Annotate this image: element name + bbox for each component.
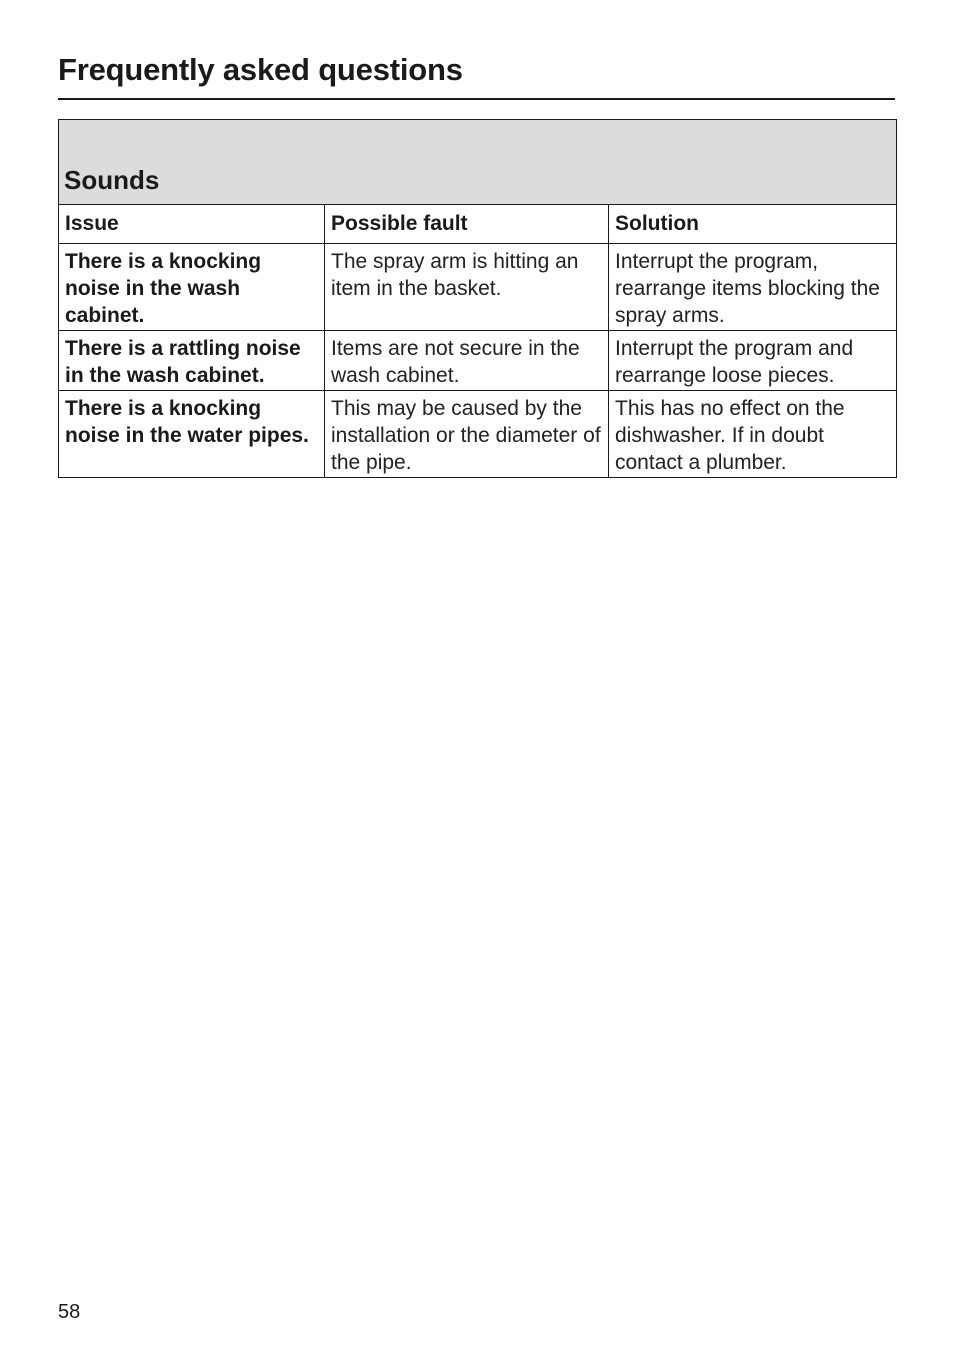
section-header-row xyxy=(59,120,897,205)
fault-cell: This may be caused by the installation or the diameter of the pipe. xyxy=(325,391,609,478)
solution-cell: This has no effect on the dishwasher. If in doubt contact a plumber. xyxy=(609,391,897,478)
solution-cell: Interrupt the program and rearrange loose pieces. xyxy=(609,331,897,391)
issue-cell: There is a knocking noise in the wash cabinet. xyxy=(59,244,325,331)
title-divider xyxy=(58,98,895,100)
page-number: 58 xyxy=(58,1301,81,1323)
column-header-issue: Issue xyxy=(59,205,325,244)
solution-cell: Interrupt the program, rearrange items blocking the spray arms. xyxy=(609,244,897,331)
table-row xyxy=(59,244,897,331)
issue-cell: There is a rattling noise in the wash cabinet. xyxy=(59,331,325,391)
section-title: Sounds xyxy=(59,120,897,205)
column-header-row xyxy=(59,205,897,244)
column-header-possible-fault: Possible fault xyxy=(325,205,609,244)
page-title: Frequently asked questions xyxy=(58,52,463,87)
table-row xyxy=(59,391,897,478)
column-header-solution: Solution xyxy=(609,205,897,244)
faq-table-sounds xyxy=(58,119,897,478)
fault-cell: Items are not secure in the wash cabinet. xyxy=(325,331,609,391)
fault-cell: The spray arm is hitting an item in the basket. xyxy=(325,244,609,331)
table-row xyxy=(59,331,897,391)
issue-cell: There is a knocking noise in the water pipes. xyxy=(59,391,325,478)
